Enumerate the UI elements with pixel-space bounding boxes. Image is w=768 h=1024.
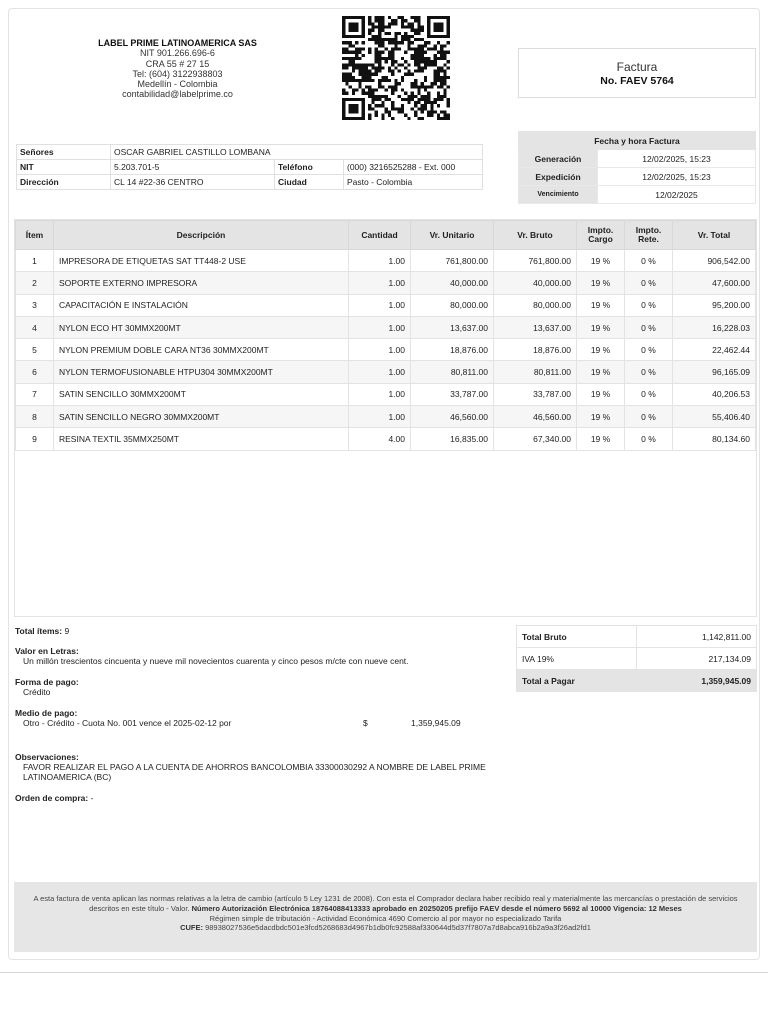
item-description: SATIN SENCILLO 30MMX200MT [54, 383, 349, 405]
col-impto-rete: Impto. Rete. [625, 221, 673, 250]
orden-compra-value: - [90, 793, 94, 803]
orden-compra [15, 793, 93, 803]
item-number: 8 [16, 406, 54, 428]
generacion-label: Generación [519, 150, 598, 168]
col-cantidad: Cantidad [349, 221, 411, 250]
col-descripcion: Descripción [54, 221, 349, 250]
item-unit-price: 33,787.00 [411, 383, 494, 405]
vencimiento-value: 12/02/2025 [598, 186, 756, 204]
forma-pago-value: Crédito [23, 687, 51, 697]
item-tax-withholding: 0 % [625, 339, 673, 361]
item-unit-price: 761,800.00 [411, 250, 494, 272]
medio-pago-label: Medio de pago: [15, 708, 78, 718]
item-tax-charge: 19 % [577, 316, 625, 338]
item-number: 2 [16, 272, 54, 294]
item-number: 5 [16, 339, 54, 361]
item-unit-price: 16,835.00 [411, 428, 494, 450]
table-row [16, 383, 756, 405]
item-total: 906,542.00 [673, 250, 756, 272]
item-quantity: 1.00 [349, 272, 411, 294]
direccion-label: Dirección [17, 175, 111, 190]
client-name: OSCAR GABRIEL CASTILLO LOMBANA [111, 145, 483, 160]
medio-pago [15, 708, 475, 730]
item-gross: 67,340.00 [494, 428, 577, 450]
item-number: 6 [16, 361, 54, 383]
medio-pago-amount: 1,359,945.09 [411, 718, 461, 728]
item-tax-charge: 19 % [577, 428, 625, 450]
item-gross: 761,800.00 [494, 250, 577, 272]
regimen-text: Régimen simple de tributación - Actividad Económica 4690 Comercio al por mayor no especializado Tarifa [209, 913, 562, 923]
table-row [16, 406, 756, 428]
company-email: contabilidad@labelprime.co [122, 89, 233, 100]
invoice-label: Factura [616, 60, 658, 74]
client-nit: 5.203.701-5 [111, 160, 275, 175]
expedicion-value: 12/02/2025, 15:23 [598, 168, 756, 186]
items-table [15, 220, 756, 451]
company-header [90, 38, 265, 100]
item-gross: 18,876.00 [494, 339, 577, 361]
item-quantity: 1.00 [349, 250, 411, 272]
item-tax-withholding: 0 % [625, 316, 673, 338]
item-quantity: 1.00 [349, 339, 411, 361]
item-tax-charge: 19 % [577, 294, 625, 316]
item-tax-withholding: 0 % [625, 428, 673, 450]
item-total: 47,600.00 [673, 272, 756, 294]
item-description: NYLON ECO HT 30MMX200MT [54, 316, 349, 338]
nit-label: NIT [17, 160, 111, 175]
senores-label: Señores [17, 145, 111, 160]
total-items-label: Total ítems: [15, 626, 63, 636]
item-unit-price: 80,811.00 [411, 361, 494, 383]
item-tax-charge: 19 % [577, 406, 625, 428]
item-unit-price: 13,637.00 [411, 316, 494, 338]
table-row [16, 339, 756, 361]
item-total: 96,165.09 [673, 361, 756, 383]
item-tax-withholding: 0 % [625, 250, 673, 272]
total-pagar-value: 1,359,945.09 [637, 670, 757, 692]
item-total: 16,228.03 [673, 316, 756, 338]
total-items-value: 9 [64, 626, 70, 636]
item-total: 80,134.60 [673, 428, 756, 450]
qr-code [342, 16, 450, 120]
totals-table [516, 625, 757, 692]
col-impto-cargo: Impto. Cargo [577, 221, 625, 250]
cufe-value: 98938027536e5dacdbdc501e3fcd5268683d4967b1db0fc92588af330644d5d37f7807a7d8abca916b2a9a3f26ad2fd1 [205, 923, 591, 933]
item-quantity: 1.00 [349, 316, 411, 338]
item-total: 95,200.00 [673, 294, 756, 316]
ciudad-label: Ciudad [275, 175, 344, 190]
table-row [16, 250, 756, 272]
company-city: Medellín - Colombia [137, 79, 218, 90]
medio-pago-value: Otro - Crédito - Cuota No. 001 vence el 2025-02-12 por [23, 718, 232, 728]
item-gross: 13,637.00 [494, 316, 577, 338]
item-unit-price: 40,000.00 [411, 272, 494, 294]
item-gross: 80,000.00 [494, 294, 577, 316]
item-tax-charge: 19 % [577, 361, 625, 383]
item-tax-charge: 19 % [577, 250, 625, 272]
item-gross: 80,811.00 [494, 361, 577, 383]
item-unit-price: 18,876.00 [411, 339, 494, 361]
item-description: NYLON TERMOFUSIONABLE HTPU304 30MMX200MT [54, 361, 349, 383]
item-gross: 40,000.00 [494, 272, 577, 294]
item-tax-withholding: 0 % [625, 294, 673, 316]
cufe-label: CUFE: [180, 923, 203, 933]
valor-letras-label: Valor en Letras: [15, 646, 79, 656]
generacion-value: 12/02/2025, 15:23 [598, 150, 756, 168]
client-table [16, 144, 483, 190]
items-frame [14, 219, 757, 617]
item-tax-withholding: 0 % [625, 272, 673, 294]
item-description: NYLON PREMIUM DOBLE CARA NT36 30MMX200MT [54, 339, 349, 361]
item-description: IMPRESORA DE ETIQUETAS SAT TT448-2 USE [54, 250, 349, 272]
item-description: SOPORTE EXTERNO IMPRESORA [54, 272, 349, 294]
table-row [16, 316, 756, 338]
total-bruto-label: Total Bruto [517, 626, 637, 648]
medio-pago-currency: $ [363, 718, 368, 728]
table-row [16, 428, 756, 450]
dates-table [518, 131, 756, 204]
orden-compra-label: Orden de compra: [15, 793, 89, 803]
company-name: LABEL PRIME LATINOAMERICA SAS [98, 38, 257, 48]
table-row [16, 272, 756, 294]
item-tax-withholding: 0 % [625, 361, 673, 383]
total-items [15, 626, 69, 636]
item-unit-price: 46,560.00 [411, 406, 494, 428]
iva-label: IVA 19% [517, 648, 637, 670]
company-address: CRA 55 # 27 15 [145, 58, 210, 69]
item-unit-price: 80,000.00 [411, 294, 494, 316]
observaciones-label: Observaciones: [15, 752, 79, 762]
item-quantity: 1.00 [349, 406, 411, 428]
legal-footer [14, 882, 757, 952]
table-row [16, 361, 756, 383]
valor-letras [15, 646, 409, 666]
legal-text: A esta factura de venta aplican las normas relativas a la letra de cambio (artículo 5 Ley 1231 de 2008). Con esta el Comprador declara haber recibido real y materialmente las mercancías o prestación de servicios descritos en este título - Valor. [33, 894, 738, 913]
item-gross: 33,787.00 [494, 383, 577, 405]
item-description: CAPACITACIÓN E INSTALACIÓN [54, 294, 349, 316]
item-description: RESINA TEXTIL 35MMX250MT [54, 428, 349, 450]
item-quantity: 1.00 [349, 361, 411, 383]
item-total: 40,206.53 [673, 383, 756, 405]
forma-pago [15, 677, 79, 697]
item-number: 9 [16, 428, 54, 450]
item-number: 1 [16, 250, 54, 272]
item-tax-charge: 19 % [577, 339, 625, 361]
item-number: 3 [16, 294, 54, 316]
company-nit: NIT 901.266.696-6 [140, 48, 215, 59]
telefono-label: Teléfono [275, 160, 344, 175]
item-tax-charge: 19 % [577, 272, 625, 294]
company-phone: Tel: (604) 3122938803 [132, 68, 223, 79]
client-address: CL 14 #22-36 CENTRO [111, 175, 275, 190]
item-total: 22,462.44 [673, 339, 756, 361]
item-quantity: 4.00 [349, 428, 411, 450]
authorization-text: Número Autorización Electrónica 18764088413333 aprobado en 20250205 prefijo FAEV desde el número 5692 al 10000 Vigencia: 12 Meses [191, 903, 682, 913]
col-item: Ítem [16, 221, 54, 250]
col-vr-unitario: Vr. Unitario [411, 221, 494, 250]
total-pagar-label: Total a Pagar [517, 670, 637, 692]
valor-letras-value: Un millón trescientos cincuenta y nueve mil novecientos cuarenta y cinco pesos m/cte con nueve cent. [23, 656, 409, 666]
item-quantity: 1.00 [349, 294, 411, 316]
expedicion-label: Expedición [519, 168, 598, 186]
item-tax-withholding: 0 % [625, 383, 673, 405]
col-vr-bruto: Vr. Bruto [494, 221, 577, 250]
forma-pago-label: Forma de pago: [15, 677, 79, 687]
client-city: Pasto - Colombia [344, 175, 483, 190]
invoice-number: No. FAEV 5764 [600, 75, 674, 87]
item-tax-charge: 19 % [577, 383, 625, 405]
dates-header: Fecha y hora Factura [519, 132, 756, 150]
item-tax-withholding: 0 % [625, 406, 673, 428]
item-gross: 46,560.00 [494, 406, 577, 428]
client-phone: (000) 3216525288 - Ext. 000 [344, 160, 483, 175]
iva-value: 217,134.09 [637, 648, 757, 670]
observaciones [15, 752, 535, 782]
invoice-box [518, 48, 756, 98]
observaciones-value: FAVOR REALIZAR EL PAGO A LA CUENTA DE AHORROS BANCOLOMBIA 33300030292 A NOMBRE DE LABEL PRIME LATINOAMERICA (BC) [23, 762, 486, 782]
item-quantity: 1.00 [349, 383, 411, 405]
item-description: SATIN SENCILLO NEGRO 30MMX200MT [54, 406, 349, 428]
item-number: 7 [16, 383, 54, 405]
item-total: 55,406.40 [673, 406, 756, 428]
total-bruto-value: 1,142,811.00 [637, 626, 757, 648]
col-vr-total: Vr. Total [673, 221, 756, 250]
table-row [16, 294, 756, 316]
page-divider [0, 972, 768, 973]
vencimiento-label: Vencimiento [519, 186, 598, 204]
item-number: 4 [16, 316, 54, 338]
